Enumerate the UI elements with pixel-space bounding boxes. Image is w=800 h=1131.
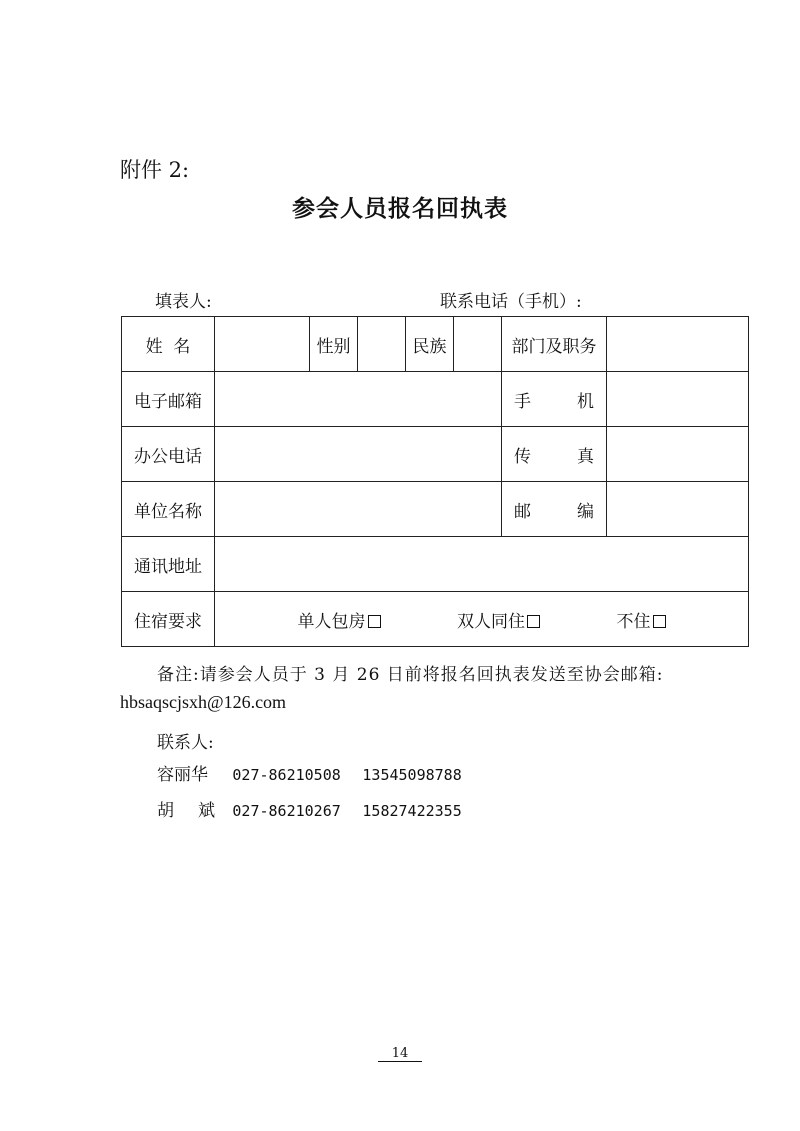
ethnicity-label: 民族 xyxy=(406,317,454,372)
fax-label: 传 真 xyxy=(502,427,607,482)
no-stay-option[interactable]: 不住 xyxy=(617,607,666,632)
name-field[interactable] xyxy=(215,317,310,372)
registration-form-table xyxy=(121,316,749,647)
table-row-accommodation xyxy=(122,592,749,647)
fax-field[interactable] xyxy=(607,427,749,482)
office-phone-label: 办公电话 xyxy=(122,427,215,482)
mobile-field[interactable] xyxy=(607,372,749,427)
page-title: 参会人员报名回执表 xyxy=(292,195,508,222)
email-label: 电子邮箱 xyxy=(122,372,215,427)
remark-text: 备注:请参会人员于 3 月 26 日前将报名回执表发送至协会邮箱: xyxy=(157,665,664,685)
table-row-name xyxy=(122,317,749,372)
contact-name: 容丽华 xyxy=(157,765,208,785)
checkbox-icon[interactable] xyxy=(653,615,666,628)
gender-field[interactable] xyxy=(358,317,406,372)
organization-label: 单位名称 xyxy=(122,482,215,537)
attachment-label: 附件 2: xyxy=(120,158,190,182)
organization-field[interactable] xyxy=(215,482,502,537)
table-row-office xyxy=(122,427,749,482)
page-number: 14 xyxy=(0,1046,800,1061)
contact-row xyxy=(157,796,462,821)
postcode-field[interactable] xyxy=(607,482,749,537)
ethnicity-field[interactable] xyxy=(454,317,502,372)
dept-position-label: 部门及职务 xyxy=(502,317,607,372)
contact-mobile: 15827422355 xyxy=(362,802,462,820)
contact-office-phone: 027-86210267 xyxy=(232,802,341,820)
table-row-address xyxy=(122,537,749,592)
table-row-organization xyxy=(122,482,749,537)
checkbox-icon[interactable] xyxy=(368,615,381,628)
contact-office-phone: 027-86210508 xyxy=(232,766,341,784)
contact-row xyxy=(157,760,462,785)
office-phone-field[interactable] xyxy=(215,427,502,482)
accommodation-label: 住宿要求 xyxy=(122,592,215,647)
name-label: 姓 名 xyxy=(122,317,215,372)
mobile-label: 手 机 xyxy=(502,372,607,427)
contact-mobile: 13545098788 xyxy=(362,766,462,784)
address-label: 通讯地址 xyxy=(122,537,215,592)
association-email[interactable]: hbsaqscjsxh@126.com xyxy=(120,692,287,712)
address-field[interactable] xyxy=(215,537,749,592)
shared-room-option[interactable]: 双人同住 xyxy=(457,607,540,632)
single-room-option[interactable]: 单人包房 xyxy=(298,607,381,632)
checkbox-icon[interactable] xyxy=(527,615,540,628)
filler-label: 填表人: xyxy=(155,292,212,312)
dept-position-field[interactable] xyxy=(607,317,749,372)
gender-label: 性别 xyxy=(310,317,358,372)
email-field[interactable] xyxy=(215,372,502,427)
accommodation-options xyxy=(215,592,749,647)
contact-name: 胡 斌 xyxy=(157,801,215,821)
postcode-label: 邮 编 xyxy=(502,482,607,537)
contact-phone-label: 联系电话（手机）: xyxy=(440,292,582,312)
table-row-email xyxy=(122,372,749,427)
contact-person-label: 联系人: xyxy=(157,733,214,753)
